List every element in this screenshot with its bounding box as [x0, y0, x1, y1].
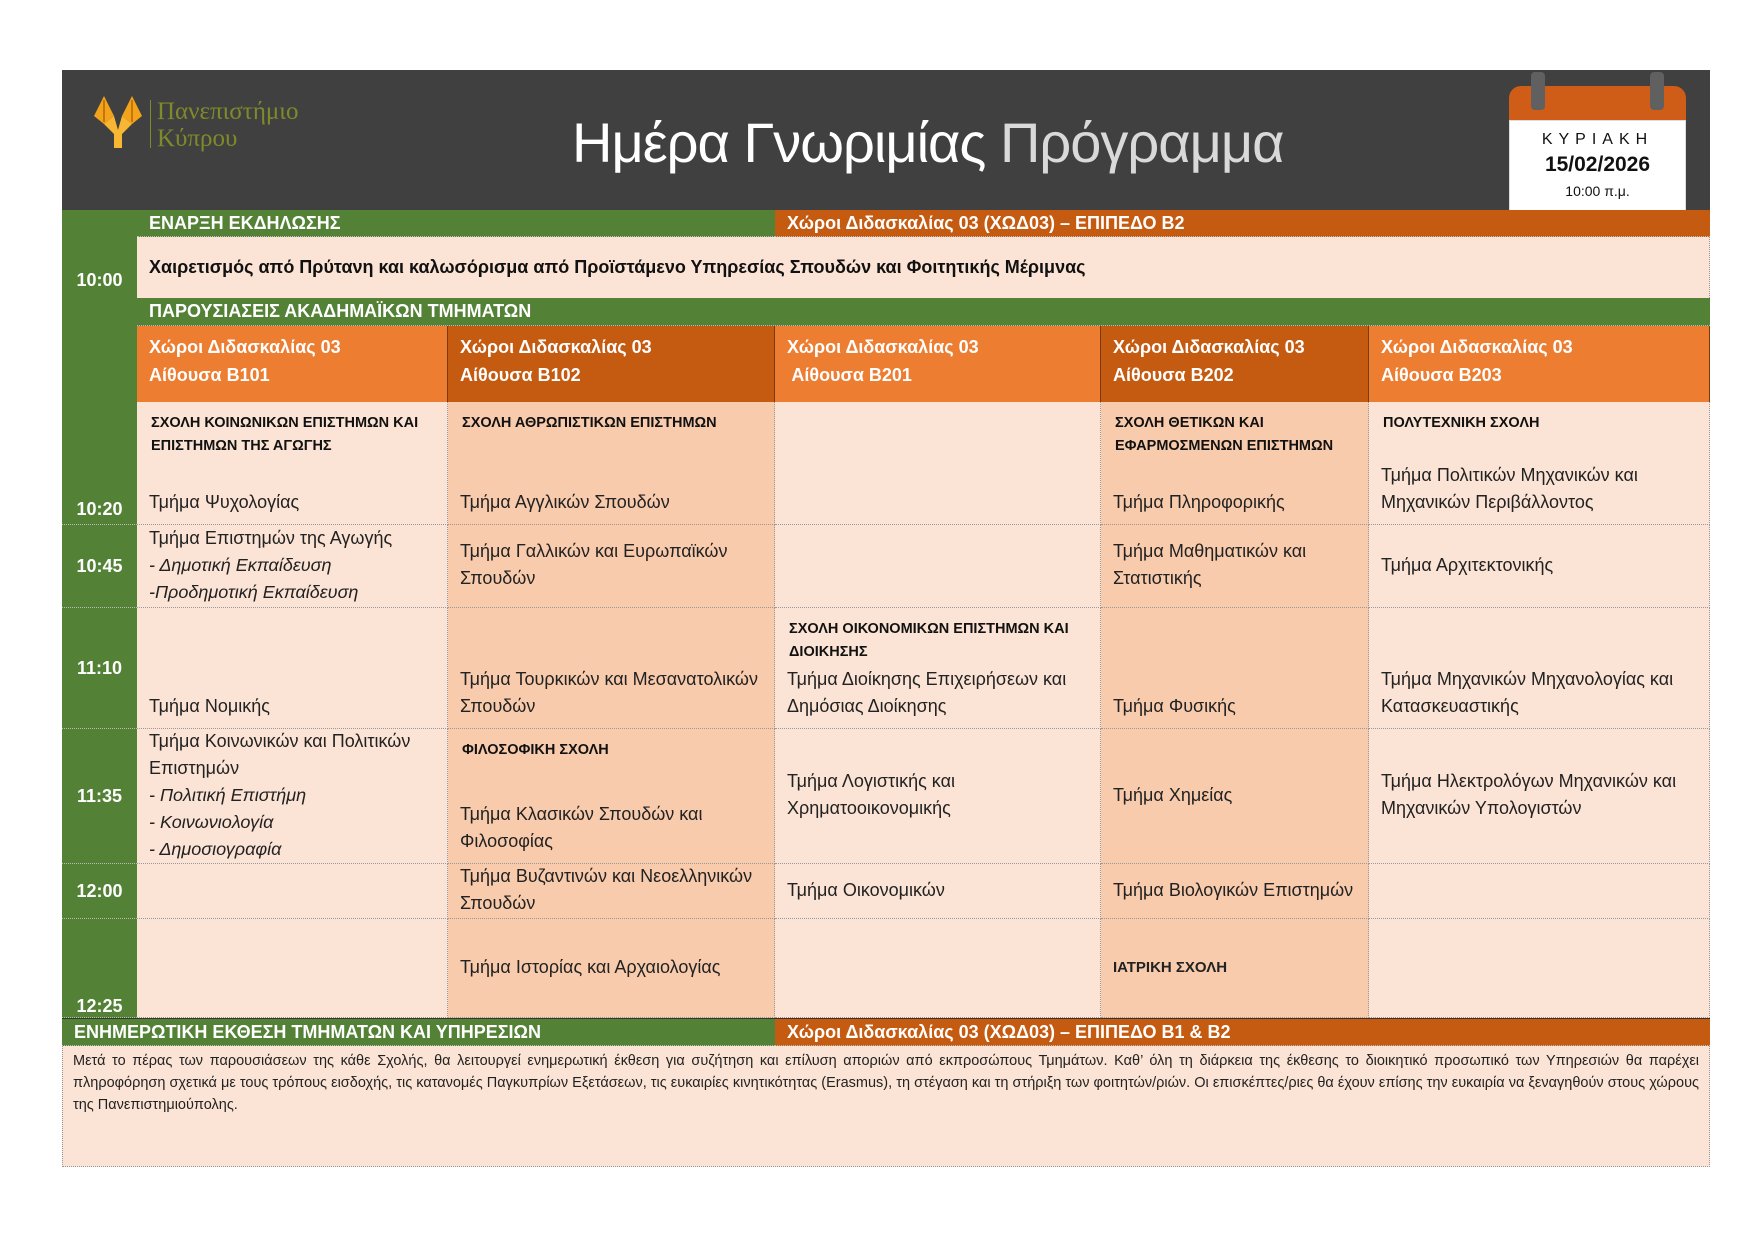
- schedule-cell: [775, 608, 1101, 729]
- time-label: 10:20: [62, 402, 137, 525]
- school-name: ΣΧΟΛΗ ΚΟΙΝΩΝΙΚΩΝ ΕΠΙΣΤΗΜΩΝ ΚΑΙ ΕΠΙΣΤΗΜΩΝ ΤΗΣ ΑΓΩΓΗΣ: [151, 415, 419, 454]
- department-track: -Προδημοτική Εκπαίδευση: [149, 581, 359, 602]
- presentations-label: ΠΑΡΟΥΣΙΑΣΕΙΣ ΑΚΑΔΗΜΑΪΚΩΝ ΤΜΗΜΑΤΩΝ: [137, 298, 1710, 326]
- room-header: [1101, 326, 1369, 402]
- exhibition-label: ΕΝΗΜΕΡΩΤΙΚΗ ΕΚΘΕΣΗ ΤΜΗΜΑΤΩΝ ΚΑΙ ΥΠΗΡΕΣΙΩΝ: [62, 1018, 775, 1046]
- room-name: Αίθουσα Β202: [1113, 365, 1234, 385]
- department-name: Τμήμα Βυζαντινών και Νεοελληνικών Σπουδών: [460, 866, 758, 913]
- title-light: Πρόγραμμα: [999, 111, 1284, 174]
- department-name: Τμήμα Ψυχολογίας: [149, 492, 300, 512]
- room-building: Χώροι Διδασκαλίας 03: [1113, 337, 1305, 357]
- department-name: Τμήμα Μηχανικών Μηχανολογίας και Κατασκευαστικής: [1381, 669, 1679, 716]
- page-title: [572, 110, 1284, 175]
- calendar-date: 15/02/2026: [1544, 153, 1651, 176]
- department-name: Τμήμα Λογιστικής και Χρηματοοικονομικής: [787, 771, 960, 818]
- room-name: Αίθουσα Β203: [1381, 365, 1502, 385]
- schedule-cell: [1369, 919, 1710, 1018]
- department-name: Τμήμα Οικονομικών: [787, 879, 945, 900]
- schedule-cell: [1369, 729, 1710, 864]
- calendar-body: [1509, 120, 1686, 219]
- room-header: [137, 326, 448, 402]
- schedule-cell: [775, 525, 1101, 608]
- logo-line-1: Πανεπιστήμιο: [157, 98, 299, 125]
- school-name: ΙΑΤΡΙΚΗ ΣΧΟΛΗ: [1113, 958, 1228, 976]
- schedule-cell: [1101, 729, 1369, 864]
- schedule-cell: [448, 525, 775, 608]
- school-name: ΣΧΟΛΗ ΘΕΤΙΚΩΝ ΚΑΙ ΕΦΑΡΜΟΣΜΕΝΩΝ ΕΠΙΣΤΗΜΩΝ: [1115, 415, 1334, 454]
- room-name: Αίθουσα Β201: [787, 365, 912, 385]
- schedule-cell: [448, 402, 775, 525]
- schedule-cell: [1101, 864, 1369, 919]
- calendar-ring-icon: [1650, 72, 1664, 110]
- department-name: Τμήμα Τουρκικών και Μεσανατολικών Σπουδών: [460, 669, 763, 716]
- logo-line-2: Κύπρου: [157, 125, 238, 152]
- schedule-cell: [448, 608, 775, 729]
- schedule-cell: [137, 402, 448, 525]
- schedule-cell: [1101, 608, 1369, 729]
- room-header: [448, 326, 775, 402]
- schedule-cell: [448, 919, 775, 1018]
- department-name: Τμήμα Αρχιτεκτονικής: [1381, 554, 1554, 575]
- time-label: 11:10: [62, 608, 137, 729]
- school-name: ΣΧΟΛΗ ΟΙΚΟΝΟΜΙΚΩΝ ΕΠΙΣΤΗΜΩΝ ΚΑΙ ΔΙΟΙΚΗΣΗΣ: [789, 621, 1069, 660]
- department-name: Τμήμα Αγγλικών Σπουδών: [460, 492, 670, 512]
- schedule-cell: [1369, 525, 1710, 608]
- schedule-cell: [775, 402, 1101, 525]
- time-label: 11:35: [62, 729, 137, 864]
- exhibition-location: Χώροι Διδασκαλίας 03 (ΧΩΔ03) – ΕΠΙΠΕΔΟ Β1 & Β2: [775, 1018, 1710, 1046]
- school-name: ΣΧΟΛΗ ΑΘΡΩΠΙΣΤΙΚΩΝ ΕΠΙΣΤΗΜΩΝ: [462, 415, 717, 431]
- schedule-cell: [775, 919, 1101, 1018]
- schedule-cell: [448, 729, 775, 864]
- schedule-cell: [775, 864, 1101, 919]
- time-label: 12:25: [62, 919, 137, 1018]
- department-name: Τμήμα Μαθηματικών και Στατιστικής: [1113, 541, 1312, 588]
- department-track: - Κοινωνιολογία: [149, 811, 274, 832]
- room-name: Αίθουσα Β101: [149, 365, 270, 385]
- schedule-cell: [1101, 525, 1369, 608]
- department-track: - Δημοτική Εκπαίδευση: [149, 554, 332, 575]
- schedule-cell: [137, 919, 448, 1018]
- room-building: Χώροι Διδασκαλίας 03: [1381, 337, 1573, 357]
- header-banner: [62, 70, 1710, 210]
- university-logo-tree-icon: [92, 94, 144, 150]
- department-name: Τμήμα Νομικής: [149, 696, 270, 716]
- department-name: Τμήμα Διοίκησης Επιχειρήσεων και Δημόσιας Διοίκησης: [787, 669, 1076, 716]
- department-name: Τμήμα Χημείας: [1113, 784, 1233, 805]
- calendar-badge: [1509, 86, 1686, 219]
- department-track: - Πολιτική Επιστήμη: [149, 784, 307, 805]
- department-name: Τμήμα Κλασικών Σπουδών και Φιλοσοφίας: [460, 804, 708, 851]
- university-name: [157, 98, 299, 152]
- time-label: 10:00: [76, 270, 123, 290]
- schedule-cell: [775, 729, 1101, 864]
- schedule-cell: [137, 729, 448, 864]
- schedule-cell: [1369, 402, 1710, 525]
- calendar-time: 10:00 π.μ.: [1565, 183, 1630, 199]
- department-name: Τμήμα Επιστημών της Αγωγής: [149, 527, 393, 548]
- school-name: ΠΟΛΥΤΕΧΝΙΚΗ ΣΧΟΛΗ: [1383, 415, 1540, 431]
- schedule-cell: [1101, 402, 1369, 525]
- department-name: Τμήμα Κοινωνικών και Πολιτικών Επιστημών: [149, 730, 416, 778]
- schedule-cell: [1101, 919, 1369, 1018]
- department-name: Τμήμα Πληροφορικής: [1113, 492, 1285, 512]
- exhibition-note: Μετά το πέρας των παρουσιάσεων της κάθε Σχολής, θα λειτουργεί ενημερωτική έκθεση για συζήτηση και επίλυση αποριών από εκπροσώπους Τμημάτων. Καθ’ όλη τη διάρκεια της έκθεσης το διοικητικό προσωπικό των Υπηρεσιών θα παρέχει πληροφόρηση σχετικά με τους τρόπους εισδοχής, τις κατανομές Παγκυπρίων Εξετάσεων, τις ευκαιρίες κινητικότητας (Erasmus), τη στέγαση και τη στήριξη των φοιτητών/ριών. Οι επισκέπτες/ριες θα έχουν επίσης την ευκαιρία να ξεναγηθούν στους χώρους της Πανεπιστημιούπολης.: [62, 1046, 1710, 1167]
- opening-location: Χώροι Διδασκαλίας 03 (ΧΩΔ03) – ΕΠΙΠΕΔΟ Β2: [775, 210, 1710, 237]
- department-name: Τμήμα Γαλλικών και Ευρωπαϊκών Σπουδών: [460, 541, 733, 588]
- schedule-cell: [137, 525, 448, 608]
- schedule-cell: [1369, 864, 1710, 919]
- department-name: Τμήμα Ιστορίας και Αρχαιολογίας: [460, 956, 721, 977]
- logo-divider: [150, 100, 151, 148]
- schedule-cell: [1369, 608, 1710, 729]
- schedule-cell: [137, 864, 448, 919]
- room-building: Χώροι Διδασκαλίας 03: [460, 337, 652, 357]
- room-building: Χώροι Διδασκαλίας 03: [149, 337, 341, 357]
- department-name: Τμήμα Ηλεκτρολόγων Μηχανικών και Μηχανικών Υπολογιστών: [1381, 771, 1682, 818]
- school-name: ΦΙΛΟΣΟΦΙΚΗ ΣΧΟΛΗ: [462, 742, 609, 758]
- room-header: [775, 326, 1101, 402]
- department-track: - Δημοσιογραφία: [149, 838, 282, 859]
- welcome-row: Χαιρετισμός από Πρύτανη και καλωσόρισμα από Προϊστάμενο Υπηρεσίας Σπουδών και Φοιτητικής Μέριμνας: [137, 237, 1710, 298]
- title-bold: Ημέρα Γνωριμίας: [572, 111, 986, 174]
- room-building: Χώροι Διδασκαλίας 03: [787, 337, 979, 357]
- department-name: Τμήμα Φυσικής: [1113, 696, 1236, 716]
- calendar-day: ΚΥΡΙΑΚΗ: [1541, 131, 1654, 148]
- room-header: [1369, 326, 1710, 402]
- schedule-cell: [137, 608, 448, 729]
- time-label: 12:00: [62, 864, 137, 919]
- room-name: Αίθουσα Β102: [460, 365, 581, 385]
- department-name: Τμήμα Πολιτικών Μηχανικών και Μηχανικών Περιβάλλοντος: [1381, 465, 1643, 512]
- schedule-cell: [448, 864, 775, 919]
- time-label: 10:45: [62, 525, 137, 608]
- opening-label: ΕΝΑΡΞΗ ΕΚΔΗΛΩΣΗΣ: [137, 210, 775, 237]
- department-name: Τμήμα Βιολογικών Επιστημών: [1113, 879, 1354, 900]
- calendar-ring-icon: [1531, 72, 1545, 110]
